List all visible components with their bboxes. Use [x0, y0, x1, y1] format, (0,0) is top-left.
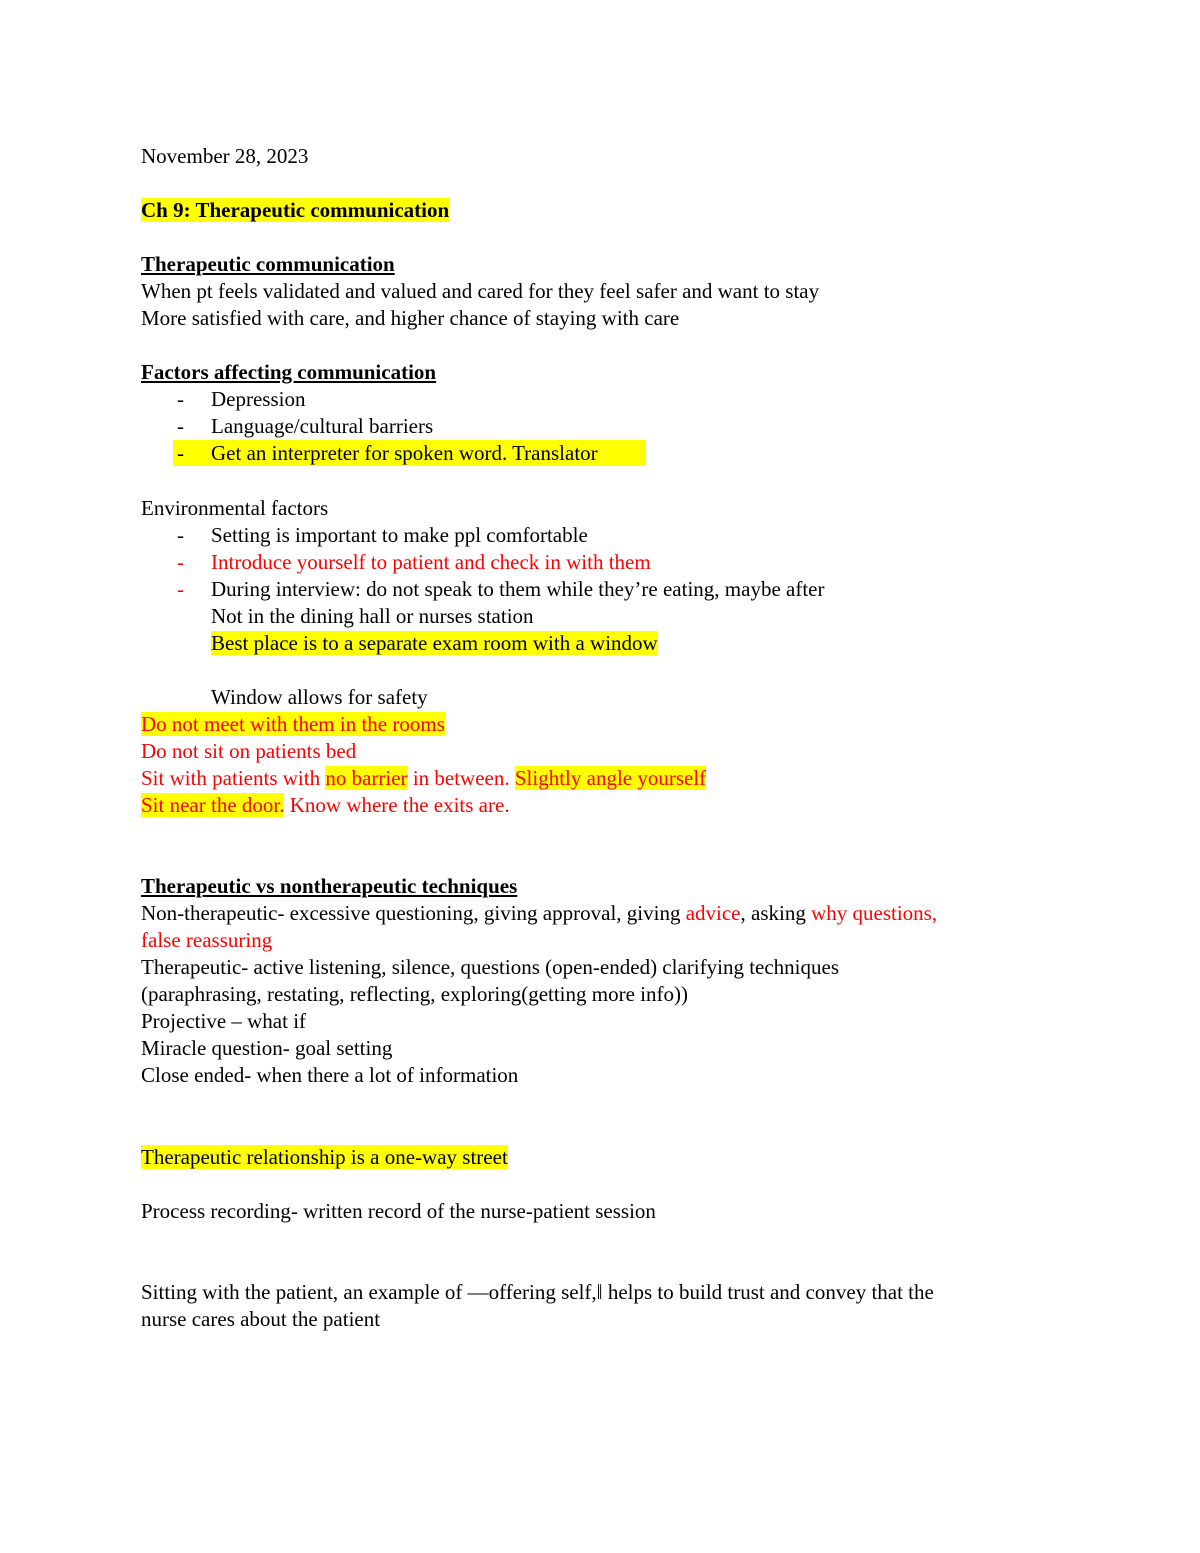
- relationship-line: [141, 1144, 508, 1171]
- highlighted-text: Slightly angle yourself: [514, 766, 707, 790]
- note-line: [141, 792, 510, 819]
- highlighted-text: Do not meet with them in the rooms: [141, 712, 445, 736]
- red-text: advice: [685, 901, 741, 925]
- list-item: Language/cultural barriers: [211, 414, 434, 438]
- note-text: Sit with patients with: [141, 766, 326, 790]
- list-item: Get an interpreter for spoken word. Translator: [211, 441, 598, 465]
- heading-environmental-factors: Environmental factors: [141, 496, 329, 520]
- paragraph-line: [141, 900, 937, 927]
- chapter-title-text: Ch 9: Therapeutic communication: [141, 198, 450, 222]
- bullet-dash: -: [177, 414, 184, 438]
- list-item: During interview: do not speak to them while they’re eating, maybe after: [211, 577, 825, 601]
- highlighted-text: Sit near the door.: [141, 793, 285, 817]
- text: Non-therapeutic- excessive questioning, giving approval, giving: [141, 901, 686, 925]
- note-line: [141, 711, 445, 738]
- bullet-dash: -: [177, 523, 184, 547]
- paragraph-line: nurse cares about the patient: [141, 1307, 381, 1331]
- text: , asking: [740, 901, 812, 925]
- paragraph-line: More satisfied with care, and higher chance of staying with care: [141, 306, 680, 330]
- note-text: in between.: [407, 766, 515, 790]
- paragraph-line: Sitting with the patient, an example of ―offering self,‖ helps to build trust and convey that the: [141, 1280, 934, 1304]
- bullet-dash: -: [177, 550, 184, 574]
- paragraph-line: false reassuring: [141, 928, 273, 952]
- paragraph-line: Close ended- when there a lot of information: [141, 1063, 519, 1087]
- heading-factors-affecting: Factors affecting communication: [141, 360, 437, 384]
- list-item: Setting is important to make ppl comfortable: [211, 523, 588, 547]
- list-item: Depression: [211, 387, 306, 411]
- heading-therapeutic-communication: Therapeutic communication: [141, 252, 395, 276]
- paragraph-line: Therapeutic- active listening, silence, questions (open-ended) clarifying techniques: [141, 955, 839, 979]
- heading-techniques: Therapeutic vs nontherapeutic techniques: [141, 874, 518, 898]
- highlighted-text: Best place is to a separate exam room with a window: [211, 631, 658, 655]
- sub-line: [211, 630, 658, 657]
- bullet-dash: -: [177, 441, 184, 465]
- note-line: [141, 765, 706, 792]
- sub-line: Not in the dining hall or nurses station: [211, 604, 534, 628]
- date: November 28, 2023: [141, 144, 309, 168]
- paragraph-line: (paraphrasing, restating, reflecting, exploring(getting more info)): [141, 982, 688, 1006]
- paragraph-line: Projective – what if: [141, 1009, 307, 1033]
- note-text: Know where the exits are.: [284, 793, 510, 817]
- highlighted-text: no barrier: [325, 766, 408, 790]
- bullet-dash: -: [177, 577, 184, 601]
- paragraph-line: When pt feels validated and valued and cared for they feel safer and want to stay: [141, 279, 820, 303]
- process-recording-line: Process recording- written record of the nurse-patient session: [141, 1199, 656, 1223]
- red-text: why questions,: [811, 901, 938, 925]
- paragraph-line: Miracle question- goal setting: [141, 1036, 393, 1060]
- sub-line: Window allows for safety: [211, 685, 428, 709]
- chapter-title: [141, 197, 449, 224]
- highlighted-text: Therapeutic relationship is a one-way street: [141, 1145, 508, 1169]
- note-line: Do not sit on patients bed: [141, 739, 357, 763]
- bullet-dash: -: [177, 387, 184, 411]
- list-item: Introduce yourself to patient and check in with them: [211, 550, 651, 574]
